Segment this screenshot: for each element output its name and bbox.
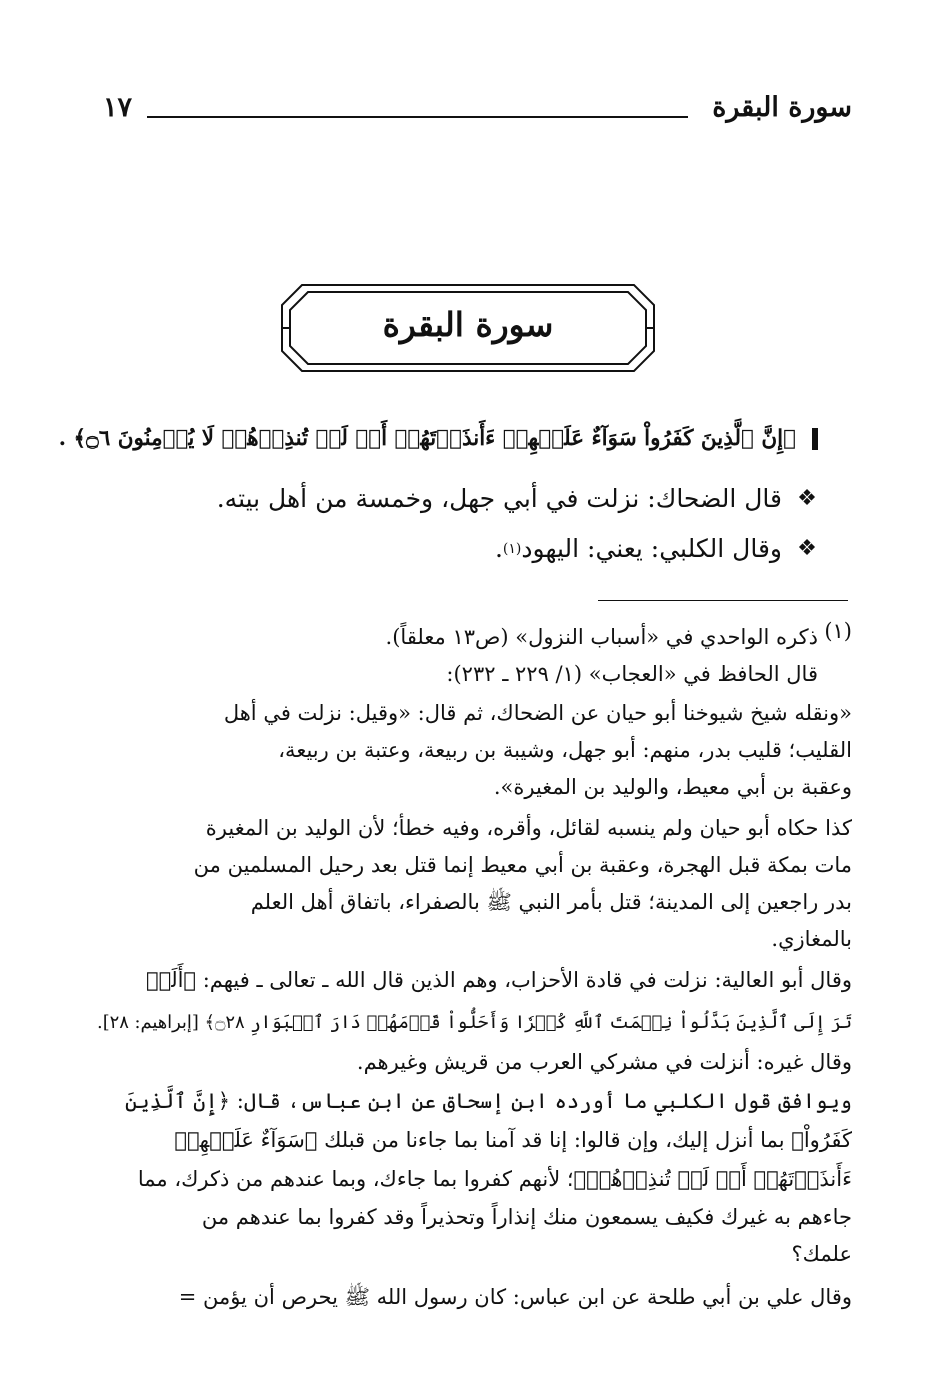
footnote-line: جاءهم به غيرك فكيف يسمعون منك إنذاراً وتحذيراً وقد كفروا بما عندهم من bbox=[201, 1205, 852, 1229]
surah-title: سورة البقرة bbox=[382, 305, 554, 344]
footnote-line: ءَأَنذَرۡتَهُمۡ أَمۡ لَمۡ تُنذِرۡهُمۡ﴾؛ لأنهم كفروا بما جاءك، وبما عندهم من ذكرك، مما bbox=[137, 1167, 852, 1191]
footnote-line: وقال غيره: أنزلت في مشركي العرب من قريش وغيرهم. bbox=[356, 1050, 852, 1074]
footnote-line: بالمغازي. bbox=[771, 927, 852, 951]
footnote-line: كذا حكاه أبو حيان ولم ينسبه لقائل، وأقره، وفيه خطأ؛ لأن الوليد بن المغيرة bbox=[205, 816, 852, 840]
footnote-line: بدر راجعين إلى المدينة؛ قتل بأمر النبي ﷺ بالصفراء، باتفاق أهل العلم bbox=[250, 890, 852, 914]
header-rule bbox=[147, 116, 688, 118]
footnote-line: «ونقله شيخ شيوخنا أبو حيان عن الضحاك، ثم قال: «وقيل: نزلت في أهل bbox=[223, 701, 852, 725]
verse-line bbox=[58, 426, 818, 451]
verse-text: ﴿إِنَّ ٱلَّذِينَ كَفَرُواْ سَوَآءٌ عَلَيۡهِمۡ ءَأَنذَرۡتَهُمۡ أَمۡ لَمۡ تُنذِرۡهُمۡ لَا يُؤۡمِنُونَ ۝٦﴾ . bbox=[58, 426, 796, 451]
footnote-line: وقال علي بن أبي طلحة عن ابن عباس: كان رسول الله ﷺ يحرص أن يؤمن = bbox=[178, 1285, 852, 1309]
footnote-line: القليب؛ قليب بدر، منهم: أبو جهل، وشيبة بن ربيعة، وعتبة بن ربيعة، bbox=[278, 738, 852, 762]
footnote-line: وقال أبو العالية: نزلت في قادة الأحزاب، وهم الذين قال الله ـ تعالى ـ فيهم: ﴿أَلَمۡ bbox=[145, 968, 852, 992]
diamond-bullet-icon: ❖ bbox=[797, 486, 817, 511]
footnote-separator bbox=[598, 600, 848, 601]
footnote-line: قال الحافظ في «العجاب» (١/ ٢٢٩ ـ ٢٣٢): bbox=[446, 662, 818, 686]
page-number: ١٧ bbox=[103, 92, 133, 123]
footnote-line: علمك؟ bbox=[791, 1242, 852, 1266]
footnote-number: (١) bbox=[824, 619, 852, 643]
footnote-line: ذكره الواحدي في «أسباب النزول» (ص١٣ معلقاً). bbox=[385, 625, 818, 649]
footnote-line: كَفَرُواْ﴾ بما أنزل إليك، وإن قالوا: إنا قد آمنا بما جاءنا من قبلك ﴿سَوَآءٌ عَلَيۡهِمۡ bbox=[174, 1128, 852, 1152]
footnote-line: تَرَ إِلَى ٱلَّذِينَ بَدَّلُواْ نِعۡمَتَ ٱللَّهِ كُفۡرٗا وَأَحَلُّواْ قَوۡمَهُمۡ دَارَ ٱلۡبَوَارِ ۝٢٨﴾ [إبراهيم: ٢٨]. bbox=[97, 1012, 852, 1033]
quote-item bbox=[495, 534, 818, 563]
square-bullet-icon bbox=[812, 428, 818, 450]
quote-text: قال الضحاك: نزلت في أبي جهل، وخمسة من أهل بيته. bbox=[216, 484, 782, 513]
quote-item bbox=[217, 484, 818, 513]
footnote-line: ويوافق قول الكلبي ما أورده ابن إسحاق عن ابن عباس، قال: ﴿إِنَّ ٱلَّذِينَ bbox=[124, 1089, 852, 1113]
quote-tail: . bbox=[494, 534, 503, 563]
footnote-line: مات بمكة قبل الهجرة، وعقبة بن أبي معيط إنما قتل بعد رحيل المسلمين من bbox=[193, 853, 852, 877]
running-header-title: سورة البقرة bbox=[712, 92, 852, 123]
quote-text: وقال الكلبي: يعني: اليهود bbox=[521, 534, 782, 563]
diamond-bullet-icon: ❖ bbox=[797, 536, 817, 561]
footnote-line: وعقبة بن أبي معيط، والوليد بن المغيرة». bbox=[493, 775, 852, 799]
footnote-reference[interactable]: (١) bbox=[502, 540, 522, 557]
surah-title-frame bbox=[280, 283, 656, 373]
